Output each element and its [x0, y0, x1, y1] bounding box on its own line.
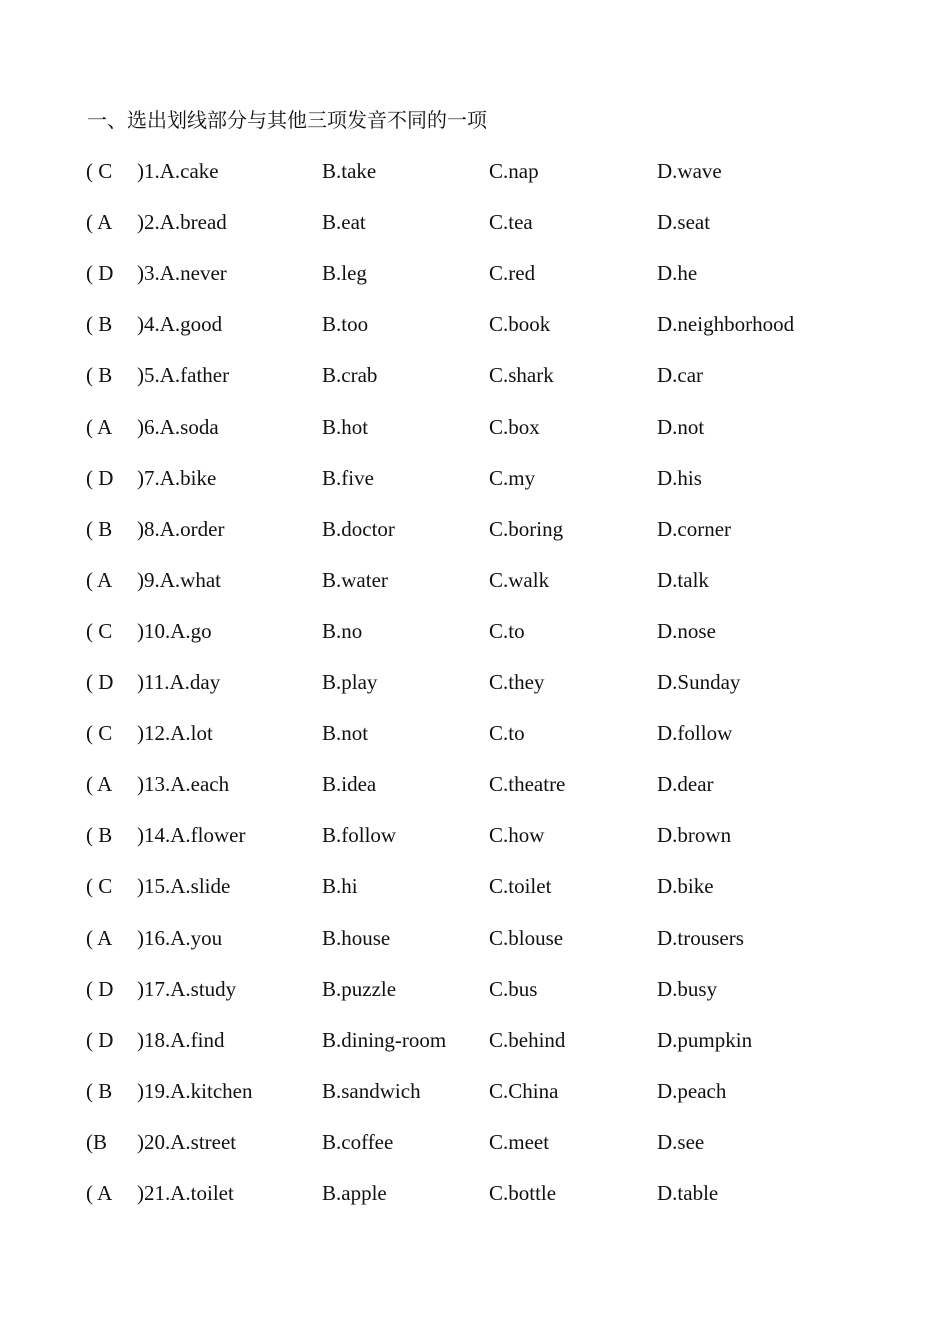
option-d: D.table [657, 1181, 719, 1205]
option-b: B.eat [322, 210, 366, 235]
option-b: B.too [322, 312, 369, 337]
option-a: )21.A.toilet [137, 1181, 234, 1205]
option-d: D.peach [657, 1078, 727, 1103]
option-d: D.brown [657, 823, 732, 848]
option-b: B.idea [322, 772, 377, 797]
option-a: )1.A.cake [137, 159, 219, 183]
option-c: C.tea [489, 210, 533, 235]
option-c: C.red [489, 261, 536, 286]
option-d: D.seat [657, 210, 711, 235]
option-b: B.hi [322, 874, 358, 899]
option-a: )12.A.lot [137, 721, 213, 746]
option-b: B.hot [322, 414, 369, 439]
answer-cell: ( D [86, 465, 114, 490]
option-a: )3.A.never [137, 261, 227, 286]
section-title: 一、选出划线部分与其他三项发音不同的一项 [87, 108, 487, 132]
option-d: D.car [657, 363, 704, 388]
question-row [0, 923, 950, 953]
question-row [0, 718, 950, 748]
question-row [0, 974, 950, 1004]
option-a: )17.A.study [137, 976, 237, 1001]
option-b: B.crab [322, 363, 378, 388]
option-c: C.theatre [489, 772, 566, 797]
option-b: B.take [322, 159, 377, 183]
option-a: )16.A.you [137, 925, 223, 950]
option-b: B.puzzle [322, 976, 397, 1001]
option-d: D.wave [657, 159, 722, 183]
option-a: )11.A.day [137, 670, 221, 694]
option-c: C.how [489, 823, 545, 848]
option-a: )14.A.flower [137, 823, 246, 848]
option-b: B.follow [322, 823, 397, 848]
option-b: B.apple [322, 1181, 387, 1205]
option-d: D.nose [657, 618, 716, 643]
option-c: C.my [489, 465, 536, 490]
option-d: D.trousers [657, 925, 744, 950]
answer-cell: ( A [86, 567, 113, 592]
option-c: C.China [489, 1078, 559, 1103]
answer-cell: ( A [86, 772, 113, 797]
option-a: )18.A.find [137, 1027, 225, 1052]
answer-cell: ( C [86, 618, 113, 643]
option-a: )15.A.slide [137, 874, 231, 899]
option-c: C.bottle [489, 1181, 557, 1205]
option-a: )19.A.kitchen [137, 1078, 253, 1103]
answer-cell: ( D [86, 670, 114, 694]
option-c: C.walk [489, 567, 550, 592]
option-a: )5.A.father [137, 363, 230, 388]
answer-cell: ( B [86, 312, 113, 337]
question-row [0, 871, 950, 901]
option-d: D.busy [657, 976, 718, 1001]
option-d: D.talk [657, 567, 709, 592]
option-b: B.house [322, 925, 391, 950]
option-c: C.to [489, 618, 525, 643]
question-row [0, 1025, 950, 1055]
answer-cell: ( C [86, 874, 113, 899]
option-b: B.no [322, 618, 363, 643]
option-a: )7.A.bike [137, 465, 217, 490]
answer-cell: (B [86, 1129, 107, 1154]
question-row [0, 820, 950, 850]
answer-cell: ( B [86, 823, 113, 848]
answer-cell: ( B [86, 516, 113, 541]
option-b: B.dining-room [322, 1027, 447, 1052]
question-row [0, 1178, 950, 1208]
option-c: C.book [489, 312, 551, 337]
option-a: )2.A.bread [137, 210, 227, 235]
answer-cell: ( A [86, 414, 113, 439]
option-a: )13.A.each [137, 772, 230, 797]
option-d: D.follow [657, 721, 733, 746]
question-row [0, 360, 950, 390]
option-b: B.water [322, 567, 388, 592]
option-b: B.coffee [322, 1129, 394, 1154]
option-d: D.not [657, 414, 705, 439]
option-b: B.leg [322, 261, 367, 286]
option-d: D.bike [657, 874, 714, 899]
answer-cell: ( D [86, 1027, 114, 1052]
question-row [0, 1127, 950, 1157]
option-b: B.doctor [322, 516, 395, 541]
question-row [0, 309, 950, 339]
option-d: D.corner [657, 516, 732, 541]
option-a: )6.A.soda [137, 414, 219, 439]
question-row [0, 463, 950, 493]
option-c: C.blouse [489, 925, 564, 950]
option-d: D.dear [657, 772, 714, 797]
option-b: B.not [322, 721, 369, 746]
answer-cell: ( A [86, 925, 113, 950]
option-d: D.he [657, 261, 698, 286]
option-b: B.sandwich [322, 1078, 421, 1103]
option-d: D.his [657, 465, 702, 490]
answer-cell: ( B [86, 363, 113, 388]
question-row [0, 616, 950, 646]
option-b: B.five [322, 465, 374, 490]
answer-cell: ( C [86, 159, 113, 183]
question-row [0, 207, 950, 237]
option-c: C.toilet [489, 874, 552, 899]
option-c: C.bus [489, 976, 538, 1001]
answer-cell: ( C [86, 721, 113, 746]
answer-cell: ( D [86, 976, 114, 1001]
option-c: C.to [489, 721, 525, 746]
question-row [0, 156, 950, 186]
option-a: )20.A.street [137, 1129, 237, 1154]
option-d: D.see [657, 1129, 705, 1154]
option-c: C.shark [489, 363, 554, 388]
question-row [0, 565, 950, 595]
question-row [0, 667, 950, 697]
option-c: C.behind [489, 1027, 566, 1052]
answer-cell: ( A [86, 210, 113, 235]
question-row [0, 514, 950, 544]
option-a: )4.A.good [137, 312, 223, 337]
option-d: D.pumpkin [657, 1027, 753, 1052]
option-c: C.box [489, 414, 540, 439]
question-row [0, 1076, 950, 1106]
answer-cell: ( D [86, 261, 114, 286]
option-d: D.neighborhood [657, 312, 795, 337]
option-d: D.Sunday [657, 670, 741, 694]
question-row [0, 258, 950, 288]
option-c: C.nap [489, 159, 539, 183]
question-row [0, 412, 950, 442]
option-a: )10.A.go [137, 618, 212, 643]
option-c: C.meet [489, 1129, 550, 1154]
option-a: )9.A.what [137, 567, 221, 592]
option-b: B.play [322, 670, 378, 694]
option-c: C.they [489, 670, 545, 694]
option-c: C.boring [489, 516, 564, 541]
answer-cell: ( A [86, 1181, 113, 1205]
question-row [0, 769, 950, 799]
answer-cell: ( B [86, 1078, 113, 1103]
option-a: )8.A.order [137, 516, 225, 541]
